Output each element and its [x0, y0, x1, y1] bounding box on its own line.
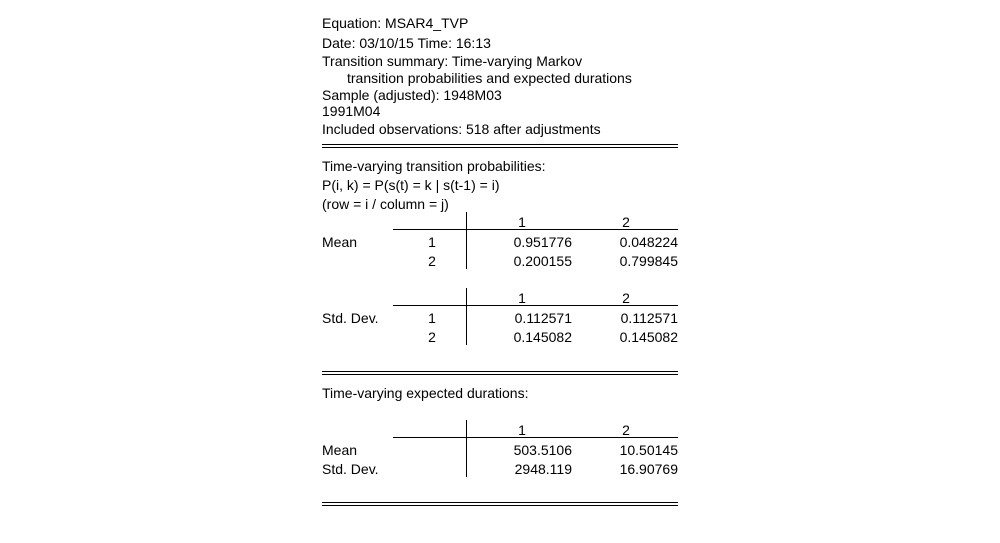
col-header: 1	[518, 290, 526, 306]
table-cell: 2948.119	[514, 461, 572, 477]
sample-range: Sample (adjusted): 1948M03	[322, 87, 502, 103]
table-cell: 0.200155	[513, 253, 572, 269]
probabilities-note: (row = i / column = j)	[322, 196, 449, 212]
sample-range-end: 1991M04	[322, 103, 381, 119]
table-cell: 0.048224	[619, 234, 678, 250]
table-cell: 0.145082	[619, 329, 678, 345]
col-header: 1	[518, 422, 526, 438]
double-rule	[322, 502, 678, 506]
column-divider	[466, 288, 467, 345]
mean-label: Mean	[322, 234, 358, 250]
table-cell: 0.145082	[513, 329, 572, 345]
col-header: 2	[622, 214, 630, 230]
table-cell: 10.50145	[619, 442, 678, 458]
probabilities-formula: P(i, k) = P(s(t) = k | s(t-1) = i)	[322, 177, 500, 193]
row-label: Std. Dev.	[322, 461, 379, 477]
double-rule	[322, 144, 678, 148]
row-index: 2	[428, 329, 436, 345]
table-cell: 0.951776	[513, 234, 572, 250]
row-index: 1	[428, 234, 436, 250]
date-time: Date: 03/10/15 Time: 16:13	[322, 35, 491, 51]
table-cell: 16.90769	[619, 461, 678, 477]
summary-subtitle: transition probabilities and expected durations	[347, 70, 632, 86]
table-cell: 0.112571	[514, 310, 572, 326]
col-header: 2	[622, 422, 630, 438]
table-cell: 0.799845	[619, 253, 678, 269]
stddev-label: Std. Dev.	[322, 310, 379, 326]
double-rule	[322, 371, 678, 375]
col-header: 2	[622, 290, 630, 306]
col-header: 1	[518, 214, 526, 230]
equation-name: Equation: MSAR4_TVP	[322, 15, 469, 31]
column-divider	[466, 212, 467, 269]
column-divider	[466, 420, 467, 477]
included-observations: Included observations: 518 after adjustments	[322, 121, 601, 137]
table-cell: 0.112571	[620, 310, 678, 326]
row-label: Mean	[322, 442, 358, 458]
table-cell: 503.5106	[513, 442, 572, 458]
summary-title: Transition summary: Time-varying Markov	[322, 53, 583, 69]
probabilities-title: Time-varying transition probabilities:	[322, 158, 546, 174]
durations-title: Time-varying expected durations:	[322, 385, 529, 401]
row-index: 2	[428, 253, 436, 269]
row-index: 1	[428, 310, 436, 326]
